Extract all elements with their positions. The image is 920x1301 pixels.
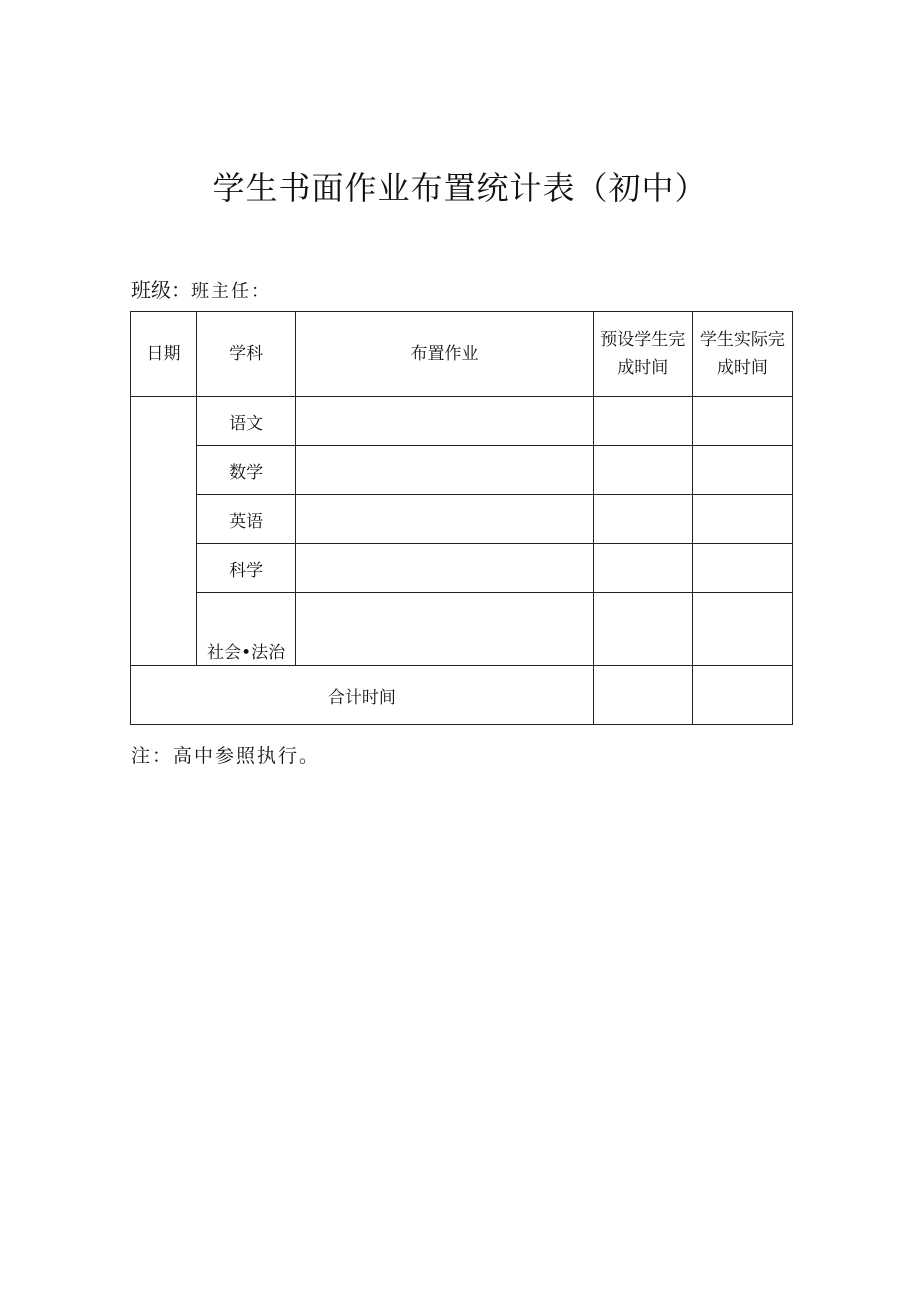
total-row xyxy=(131,666,793,725)
homework-cell[interactable] xyxy=(296,544,593,593)
header-actual-time-line1: 学生实际完 xyxy=(699,330,785,350)
header-date: 日期 xyxy=(131,312,197,397)
total-preset-time-cell[interactable] xyxy=(593,666,692,725)
total-actual-time-cell[interactable] xyxy=(692,666,792,725)
table-row xyxy=(131,544,793,593)
homework-stats-table xyxy=(130,311,793,725)
actual-time-cell[interactable] xyxy=(692,397,792,446)
subject-cell-chinese: 语文 xyxy=(197,397,296,446)
header-subject: 学科 xyxy=(197,312,296,397)
actual-time-cell[interactable] xyxy=(692,446,792,495)
header-preset-time xyxy=(593,312,692,397)
class-label: 班级： xyxy=(131,278,191,302)
preset-time-cell[interactable] xyxy=(593,593,692,666)
header-homework: 布置作业 xyxy=(296,312,593,397)
table-header-row xyxy=(131,312,793,397)
header-preset-time-line2: 成时间 xyxy=(617,358,669,378)
preset-time-cell[interactable] xyxy=(593,446,692,495)
class-info-line xyxy=(131,274,271,303)
preset-time-cell[interactable] xyxy=(593,397,692,446)
subject-cell-english: 英语 xyxy=(197,495,296,544)
header-actual-time-line2: 成时间 xyxy=(716,358,768,378)
header-actual-time xyxy=(692,312,792,397)
actual-time-cell[interactable] xyxy=(692,544,792,593)
page-title: 学生书面作业布置统计表（初中） xyxy=(212,169,708,207)
homework-cell[interactable] xyxy=(296,446,593,495)
homework-cell[interactable] xyxy=(296,495,593,544)
date-cell[interactable] xyxy=(131,397,197,666)
actual-time-cell[interactable] xyxy=(692,593,792,666)
preset-time-cell[interactable] xyxy=(593,544,692,593)
preset-time-cell[interactable] xyxy=(593,495,692,544)
subject-cell-society-law: 社会•法治 xyxy=(197,593,296,666)
homework-cell[interactable] xyxy=(296,397,593,446)
total-label: 合计时间 xyxy=(131,666,594,725)
footnote: 注：高中参照执行。 xyxy=(131,745,321,767)
subject-cell-science: 科学 xyxy=(197,544,296,593)
homework-cell[interactable] xyxy=(296,593,593,666)
table-row xyxy=(131,495,793,544)
table-row xyxy=(131,397,793,446)
table-row xyxy=(131,446,793,495)
header-preset-time-line1: 预设学生完 xyxy=(600,330,686,350)
table-row xyxy=(131,593,793,666)
actual-time-cell[interactable] xyxy=(692,495,792,544)
head-teacher-label: 班主任： xyxy=(191,281,271,302)
subject-cell-math: 数学 xyxy=(197,446,296,495)
